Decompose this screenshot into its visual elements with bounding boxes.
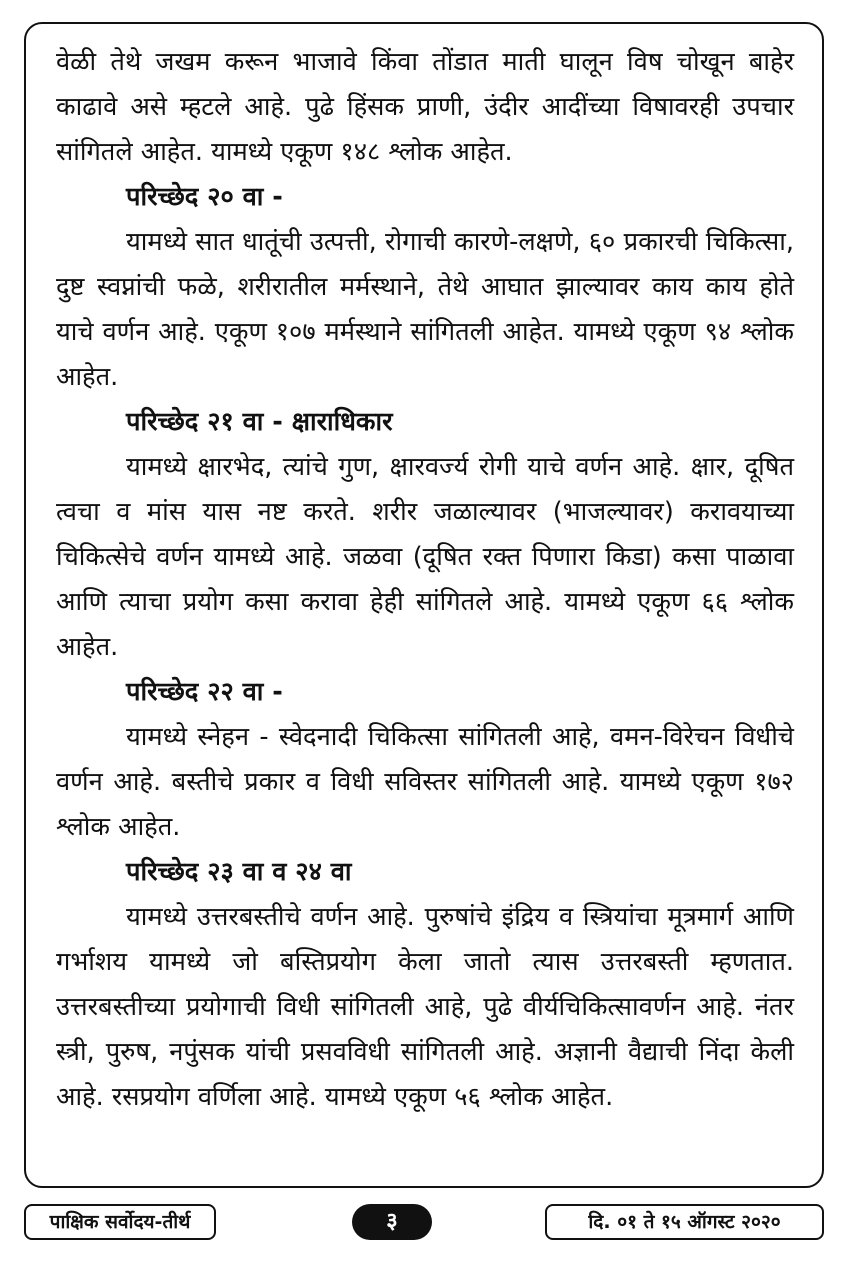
paragraph-chapter-20: यामध्ये सात धातूंची उत्पत्ती, रोगाची कारणे-लक्षणे, ६० प्रकारची चिकित्सा, दुष्ट स्वप्नांची फळे, शरीरातील मर्मस्थाने, तेथे आघात झाल्यावर काय काय होते याचे वर्णन आहे. एकूण १०७ मर्मस्थाने सांगितली आहेत. यामध्ये एकूण ९४ श्लोक आहेत. [56, 227, 794, 392]
heading-chapter-22: परिच्छेद २२ वा - [126, 677, 283, 707]
publication-name: पाक्षिक सर्वोदय-तीर्थ [24, 1204, 216, 1240]
page-number: ३ [352, 1204, 432, 1240]
heading-chapter-20: परिच्छेद २० वा - [126, 182, 283, 212]
paragraph-chapter-21: यामध्ये क्षारभेद, त्यांचे गुण, क्षारवर्ज्य रोगी याचे वर्णन आहे. क्षार, दूषित त्वचा व मांस यास नष्ट करते. शरीर जळाल्यावर (भाजल्यावर) करावयाच्या चिकित्सेचे वर्णन यामध्ये आहे. जळवा (दूषित रक्त पिणारा किडा) कसा पाळावा आणि त्याचा प्रयोग कसा करावा हेही सांगितले आहे. यामध्ये एकूण ६६ श्लोक आहेत. [56, 452, 794, 662]
heading-chapter-21: परिच्छेद २१ वा - क्षाराधिकार [126, 407, 393, 437]
paragraph-intro: वेळी तेथे जखम करून भाजावे किंवा तोंडात माती घालून विष चोखून बाहेर काढावे असे म्हटले आहे. पुढे हिंसक प्राणी, उंदीर आदींच्या विषावरही उपचार सांगितले आहेत. यामध्ये एकूण १४८ श्लोक आहेत. [56, 47, 794, 167]
issue-date: दि. ०१ ते १५ ऑगस्ट २०२० [545, 1204, 824, 1240]
paragraph-chapter-23-24: यामध्ये उत्तरबस्तीचे वर्णन आहे. पुरुषांचे इंद्रिय व स्त्रियांचा मूत्रमार्ग आणि गर्भाशय यामध्ये जो बस्तिप्रयोग केला जातो त्यास उत्तरबस्ती म्हणतात. उत्तरबस्तीच्या प्रयोगाची विधी सांगितली आहे, पुढे वीर्यचिकित्सावर्णन आहे. नंतर स्त्री, पुरुष, नपुंसक यांची प्रसवविधी सांगितली आहे. अज्ञानी वैद्याची निंदा केली आहे. रसप्रयोग वर्णिला आहे. यामध्ये एकूण ५६ श्लोक आहेत. [56, 902, 794, 1112]
heading-chapter-23-24: परिच्छेद २३ वा व २४ वा [126, 857, 352, 887]
article-body [56, 40, 794, 1120]
paragraph-chapter-22: यामध्ये स्नेहन - स्वेदनादी चिकित्सा सांगितली आहे, वमन-विरेचन विधीचे वर्णन आहे. बस्तीचे प्रकार व विधी सविस्तर सांगितली आहे. यामध्ये एकूण १७२ श्लोक आहेत. [56, 722, 794, 842]
